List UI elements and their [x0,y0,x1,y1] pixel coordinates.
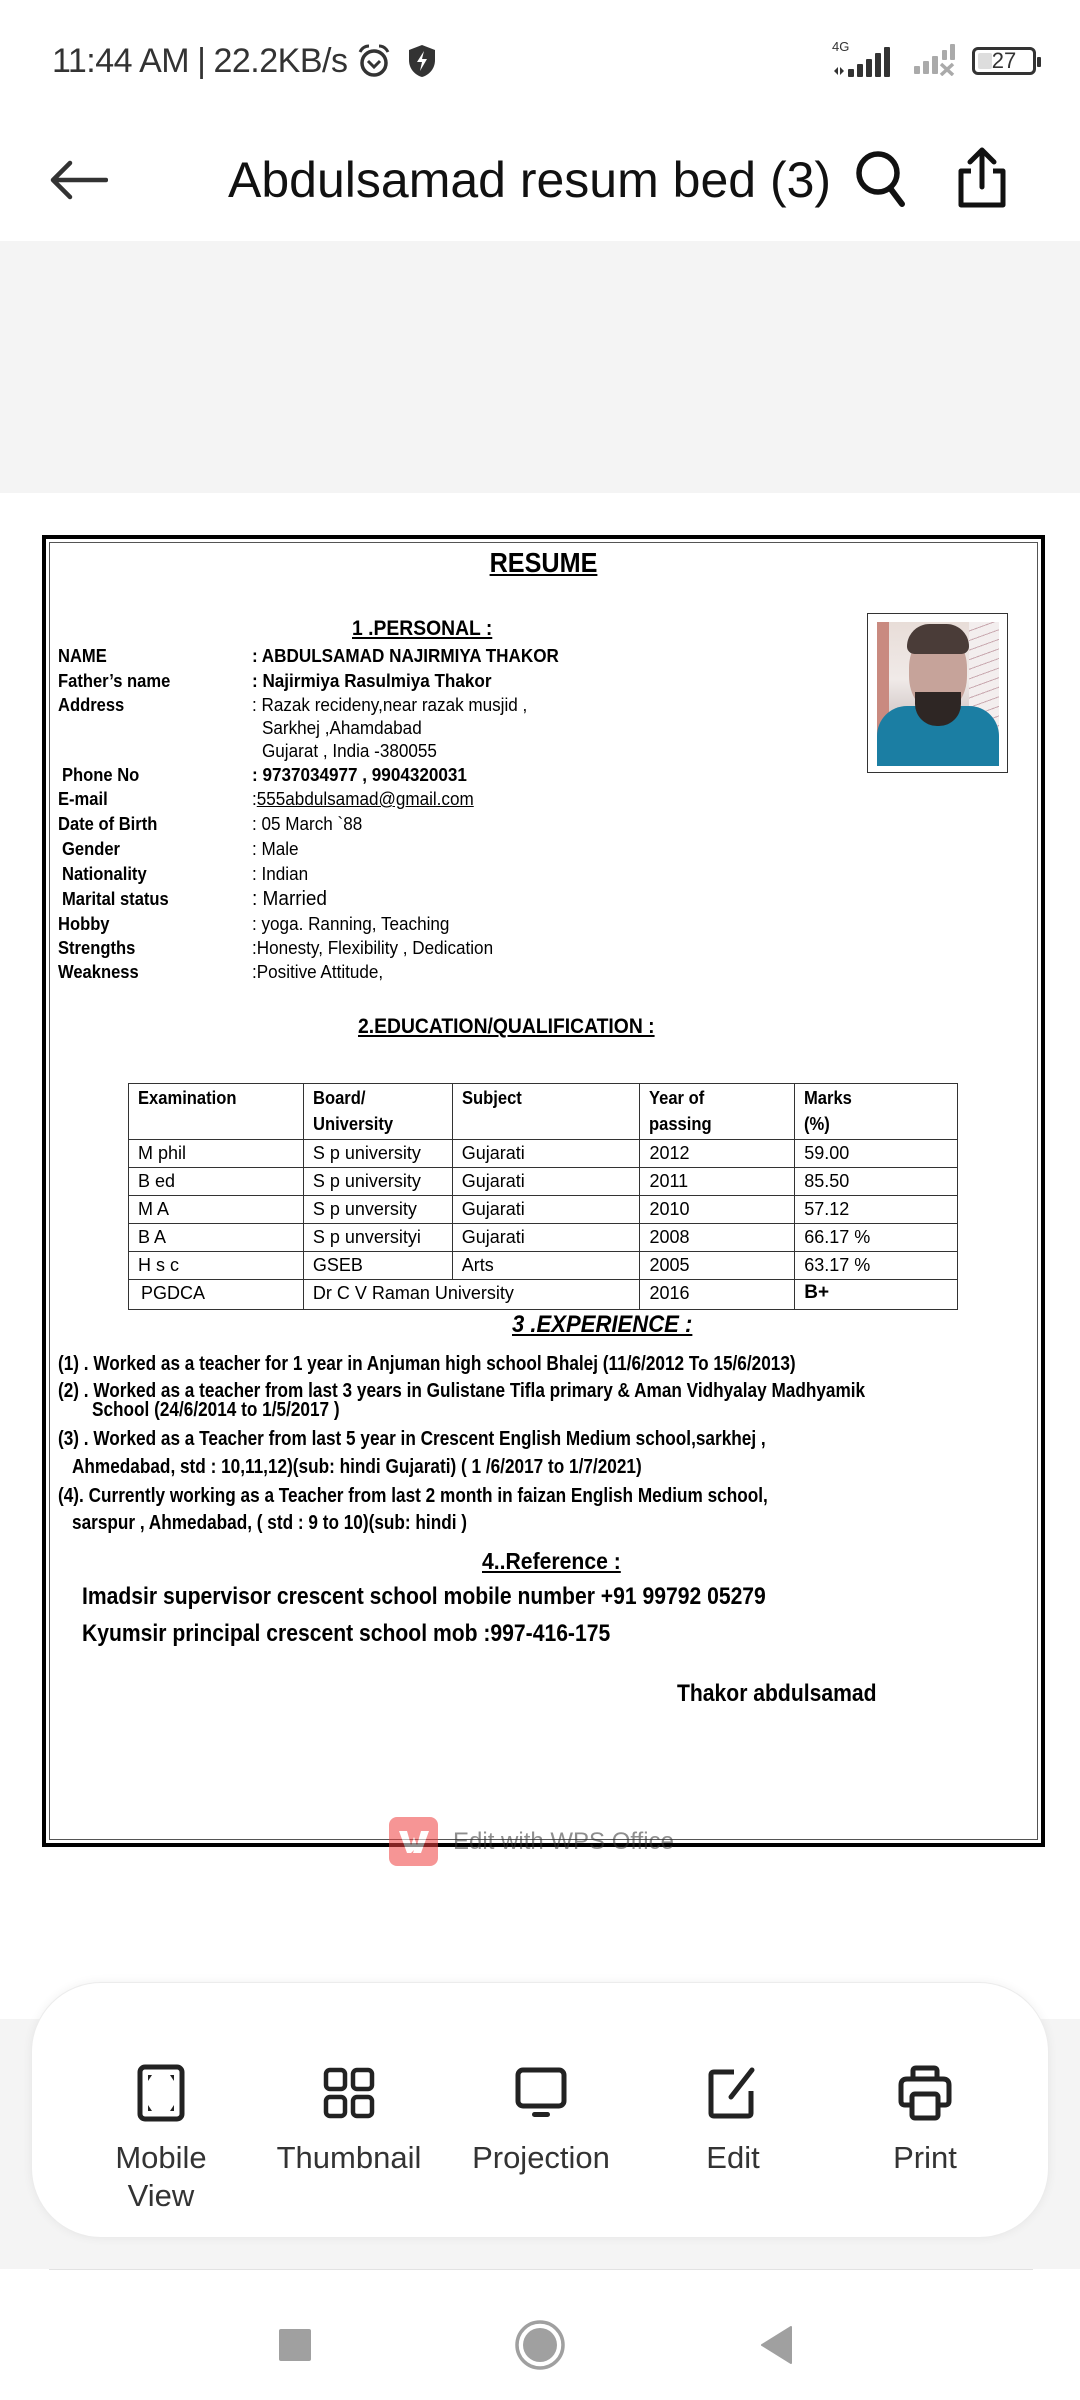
back-nav-button[interactable] [742,2310,812,2380]
experience-item-2: (2) . Worked as a teacher from last 3 years in Gulistane Tifla primary & Aman Vidhyalay Madhyamik [58,1380,866,1402]
table-row: M A S p unversity Gujarati 2010 57.12 [129,1196,958,1224]
signature: Thakor abdulsamad [677,1680,877,1707]
status-time: 11:44 AM [52,41,190,80]
back-button[interactable] [42,144,114,216]
home-circle-icon [514,2319,566,2371]
experience-item-4: (4). Currently working as a Teacher from last 2 month in faizan English Medium school, [58,1485,768,1507]
education-table [128,1083,958,1310]
reference-heading: 4..Reference : [482,1548,621,1574]
action-card [31,1982,1049,2238]
network-type: 4G [832,39,850,54]
resume-content: RESUME 1 .PERSONAL : NAME : ABDULSAMAD NAJIRMIYA THAKOR Father’s name : Najirmiya Rasulmiya Thakor Address : Razak recideny,near razak musjid , Sarkhej ,Ahamdabad Gujarat , India -380055 Phone No : 9737034977 , 9904320031 E-mail :555abdulsamad@gmail.com Date of Birth : 05 March `88 Gender : Male Nationality : Indian Marital status : Married Hobby : yoga. Ranning, Teaching Strengths :Honesty, Flexibility , Dedication Weakness :Positive Attitude, 2.EDUCATION/QUALIFICATION : Examination Board/ University Subject Year of passing Marks (%) M phil S p university Gujarati 2012 59.00 B ed S p university Gujarati 2011 85.50 M A S p unversity Gujarati 2010 57.12 B A S p unversityi Gujarati 2008 66.17 % H s c GSEB Arts 2005 63.17 % PGDCA Dr C V Raman University 2016 B+ 3 .EXPERIENCE : (1) . Worked as a teacher for 1 year in Anjuman high school Bhalej (11/6/2012 To 15/6/2013) (2) . Worked as a teacher from last 3 years in Gulistane Tifla primary & Aman Vidhyalay Madhyamik School (24/6/2014 to 1/5/2017 ) (3) . Worked as a Teacher from last 5 year in Crescent English Medium school,sarkhej , Ahmedabad, std : 10,11,12)(sub: hindi Gujarati) ( 1 /6/2017 to 1/7/2021) (4). Currently working as a Teacher from last 2 month in faizan English Medium school, sarspur , Ahmedabad, ( std : 9 to 10)(sub: hindi ) 4..Reference : Imadsir supervisor crescent school mobile number +91 99792 05279 Kyumsir principal crescent school mob :997-416-175 Thakor abdulsamad [42,535,1045,1847]
projection-button[interactable]: Projection [446,1983,636,2239]
photo-image [877,622,999,766]
share-icon [957,147,1007,209]
mobile-view-button[interactable]: Mobile View [66,1983,256,2239]
share-button[interactable] [946,140,1018,216]
experience-item-3: (3) . Worked as a Teacher from last 5 year in Crescent English Medium school,sarkhej , [58,1428,766,1450]
recents-button[interactable] [260,2310,330,2380]
col-header-subject: Subject [452,1084,640,1140]
table-row: B ed S p university Gujarati 2011 85.50 [129,1168,958,1196]
resume-title: RESUME [489,547,598,578]
wps-watermark[interactable] [389,1817,674,1866]
mobile-view-icon [131,2063,191,2123]
reference-line-1: Imadsir supervisor crescent school mobile number +91 99792 05279 [82,1583,766,1610]
col-header-year: Year of passing [640,1084,795,1140]
system-nav-bar [0,2270,1080,2400]
recents-square-icon [277,2327,313,2363]
experience-item-3-line2: Ahmedabad, std : 10,11,12)(sub: hindi Gujarati) ( 1 /6/2017 to 1/7/2021) [72,1456,642,1478]
col-header-board: Board/ University [303,1084,452,1140]
status-left [52,38,437,84]
table-row: H s c GSEB Arts 2005 63.17 % [129,1252,958,1280]
edit-icon [703,2063,763,2123]
battery-fill [978,53,992,69]
education-heading: 2.EDUCATION/QUALIFICATION : [358,1015,655,1038]
table-row: M phil S p university Gujarati 2012 59.00 [129,1140,958,1168]
experience-heading: 3 .EXPERIENCE : [512,1311,693,1338]
projection-monitor-icon [511,2063,571,2123]
edit-button[interactable]: Edit [638,1983,828,2239]
table-header-row [129,1084,958,1140]
wps-logo-icon [389,1817,438,1866]
battery-level: 27 [991,48,1017,73]
search-icon [854,148,910,208]
status-bar [0,0,1080,120]
col-header-examination: Examination [129,1084,304,1140]
shield-bolt-icon [407,44,437,78]
personal-heading: 1 .PERSONAL : [352,617,493,640]
home-button[interactable] [505,2310,575,2380]
col-header-marks: Marks (%) [795,1084,958,1140]
battery-icon [972,47,1036,75]
experience-item-1: (1) . Worked as a teacher for 1 year in Anjuman high school Bhalej (11/6/2012 To 15/6/2013) [58,1353,796,1375]
reference-line-2: Kyumsir principal crescent school mob :997-416-175 [82,1620,611,1647]
app-header [0,120,1080,241]
experience-item-4-line2: sarspur , Ahmedabad, ( std : 9 to 10)(sub: hindi ) [72,1512,467,1534]
status-right [832,38,1036,84]
alarm-icon [355,42,393,80]
profile-photo [867,613,1008,773]
search-button[interactable] [846,142,918,214]
print-button[interactable]: Print [830,1983,1020,2239]
experience-item-2-line2: School (24/6/2014 to 1/5/2017 ) [92,1399,340,1421]
table-row: B A S p unversityi Gujarati 2008 66.17 % [129,1224,958,1252]
status-separator: | [197,41,206,80]
page-gap [0,241,1080,493]
back-triangle-icon [759,2325,795,2365]
wps-watermark-text: Edit with WPS Office [453,1827,674,1855]
signal-4g-icon [832,39,902,79]
document-title: Abdulsamad resum bed (3) [228,152,832,208]
net-speed: 22.2KB/s [213,41,348,80]
signal-no-service-icon [912,42,962,81]
thumbnail-button[interactable]: Thumbnail [254,1983,444,2239]
printer-icon [895,2063,955,2123]
email-link[interactable]: 555abdulsamad@gmail.com [256,789,474,809]
arrow-left-icon [48,160,108,200]
table-row: PGDCA Dr C V Raman University 2016 B+ [129,1280,958,1310]
thumbnail-grid-icon [319,2063,379,2123]
